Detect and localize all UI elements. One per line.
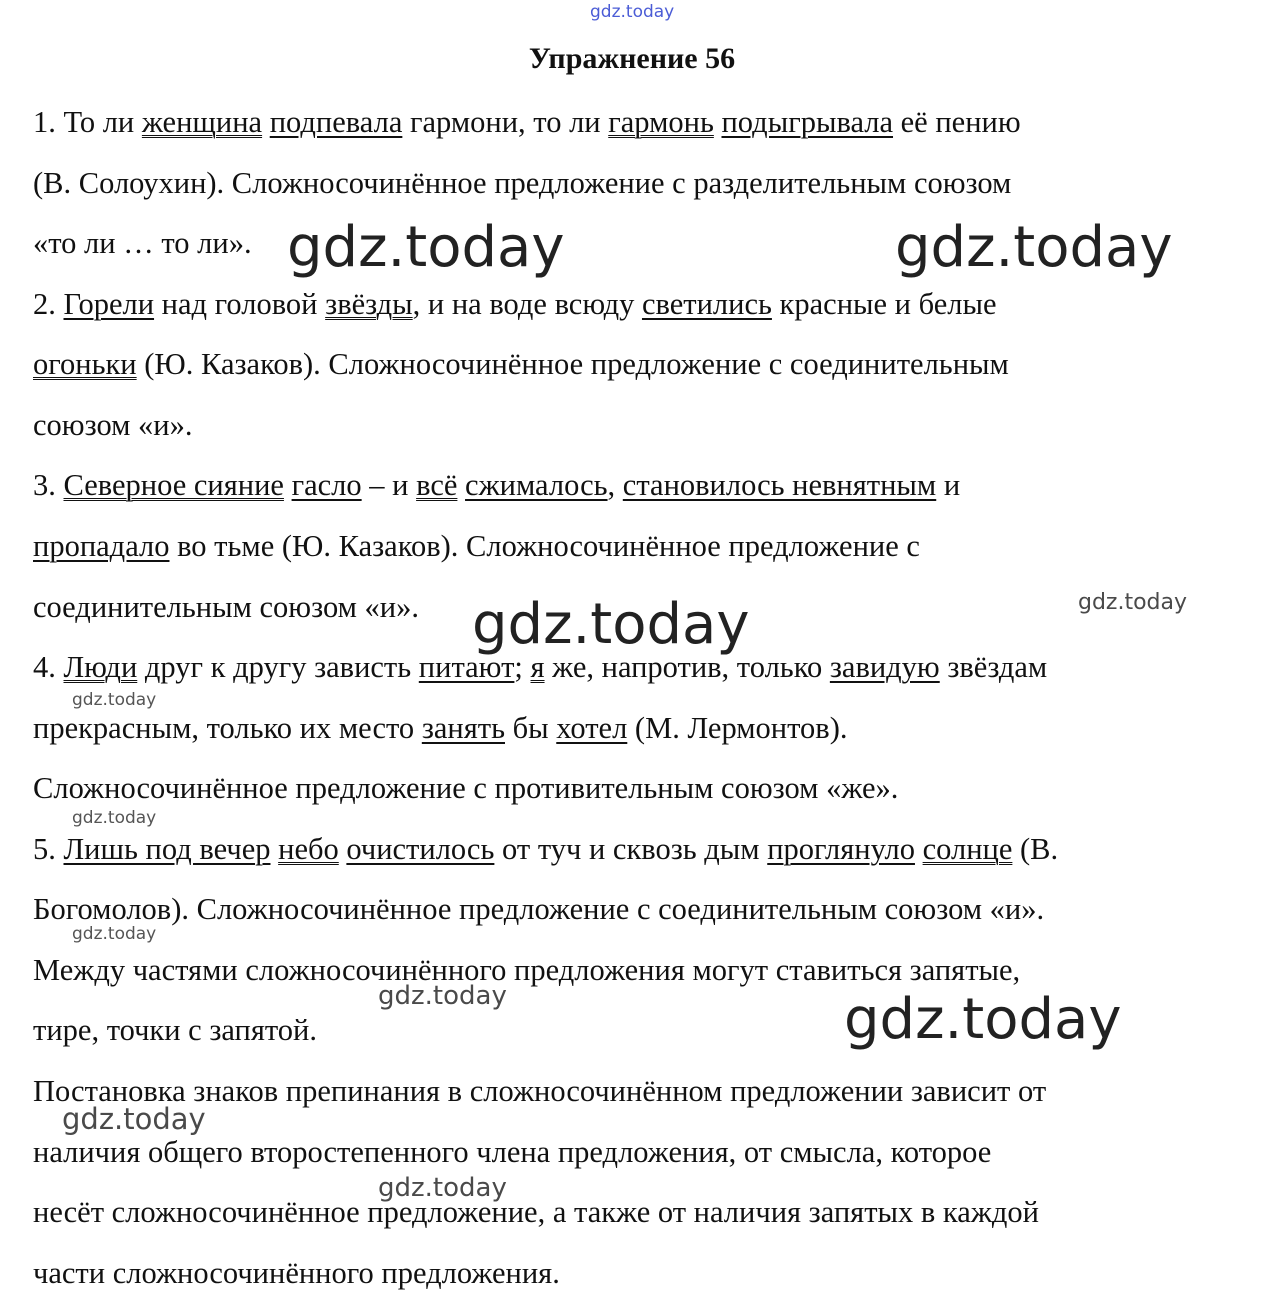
watermark: gdz.today [62,1102,206,1136]
text-line: союзом «и». [33,408,193,442]
text-line: Богомолов). Сложносочинённое предложение с соединительным союзом «и». [33,892,1045,926]
watermark: gdz.today [287,215,565,280]
watermark: gdz.today [378,981,507,1011]
watermark: gdz.today [895,215,1173,280]
watermark: gdz.today [844,987,1122,1052]
text-line: Сложносочинённое предложение с противительным союзом «же». [33,771,899,805]
watermark: gdz.today [72,690,157,710]
text-line: (В. Солоухин). Сложносочинённое предложение с разделительным союзом [33,166,1012,200]
text-line: соединительным союзом «и». [33,590,420,624]
text-line: наличия общего второстепенного члена предложения, от смысла, которое [33,1135,992,1169]
watermark: gdz.today [72,808,157,828]
watermark: gdz.today [72,924,157,944]
text-line: несёт сложносочинённое предложение, а также от наличия запятых в каждой [33,1195,1039,1229]
watermark: gdz.today [472,592,750,657]
watermark-top: gdz.today [590,2,675,22]
text-line: прекрасным, только их место занять бы хотел (М. Лермонтов). [33,711,848,745]
text-line: 5. Лишь под вечер небо очистилось от туч и сквозь дым проглянуло солнце (В. [33,832,1059,866]
watermark: gdz.today [1078,590,1188,615]
page-title: Упражнение 56 [528,42,736,75]
text-line: Между частями сложносочинённого предложения могут ставиться запятые, [33,953,1021,987]
text-line: 3. Северное сияние гасло – и всё сжималось, становилось невнятным и [33,468,961,502]
text-line: части сложносочинённого предложения. [33,1256,560,1290]
text-line: 2. Горели над головой звёзды, и на воде всюду светились красные и белые [33,287,997,321]
text-line: пропадало во тьме (Ю. Казаков). Сложносочинённое предложение с [33,529,920,563]
text-line: 1. То ли женщина подпевала гармони, то ли гармонь подыгрывала её пению [33,105,1021,139]
text-line: огоньки (Ю. Казаков). Сложносочинённое предложение с соединительным [33,347,1009,381]
text-line: 4. Люди друг к другу зависть питают; я же, напротив, только завидую звёздам [33,650,1048,684]
text-line: Постановка знаков препинания в сложносочинённом предложении зависит от [33,1074,1047,1108]
text-line: тире, точки с запятой. [33,1013,318,1047]
text-line: «то ли … то ли». [33,226,252,260]
watermark: gdz.today [378,1173,507,1203]
